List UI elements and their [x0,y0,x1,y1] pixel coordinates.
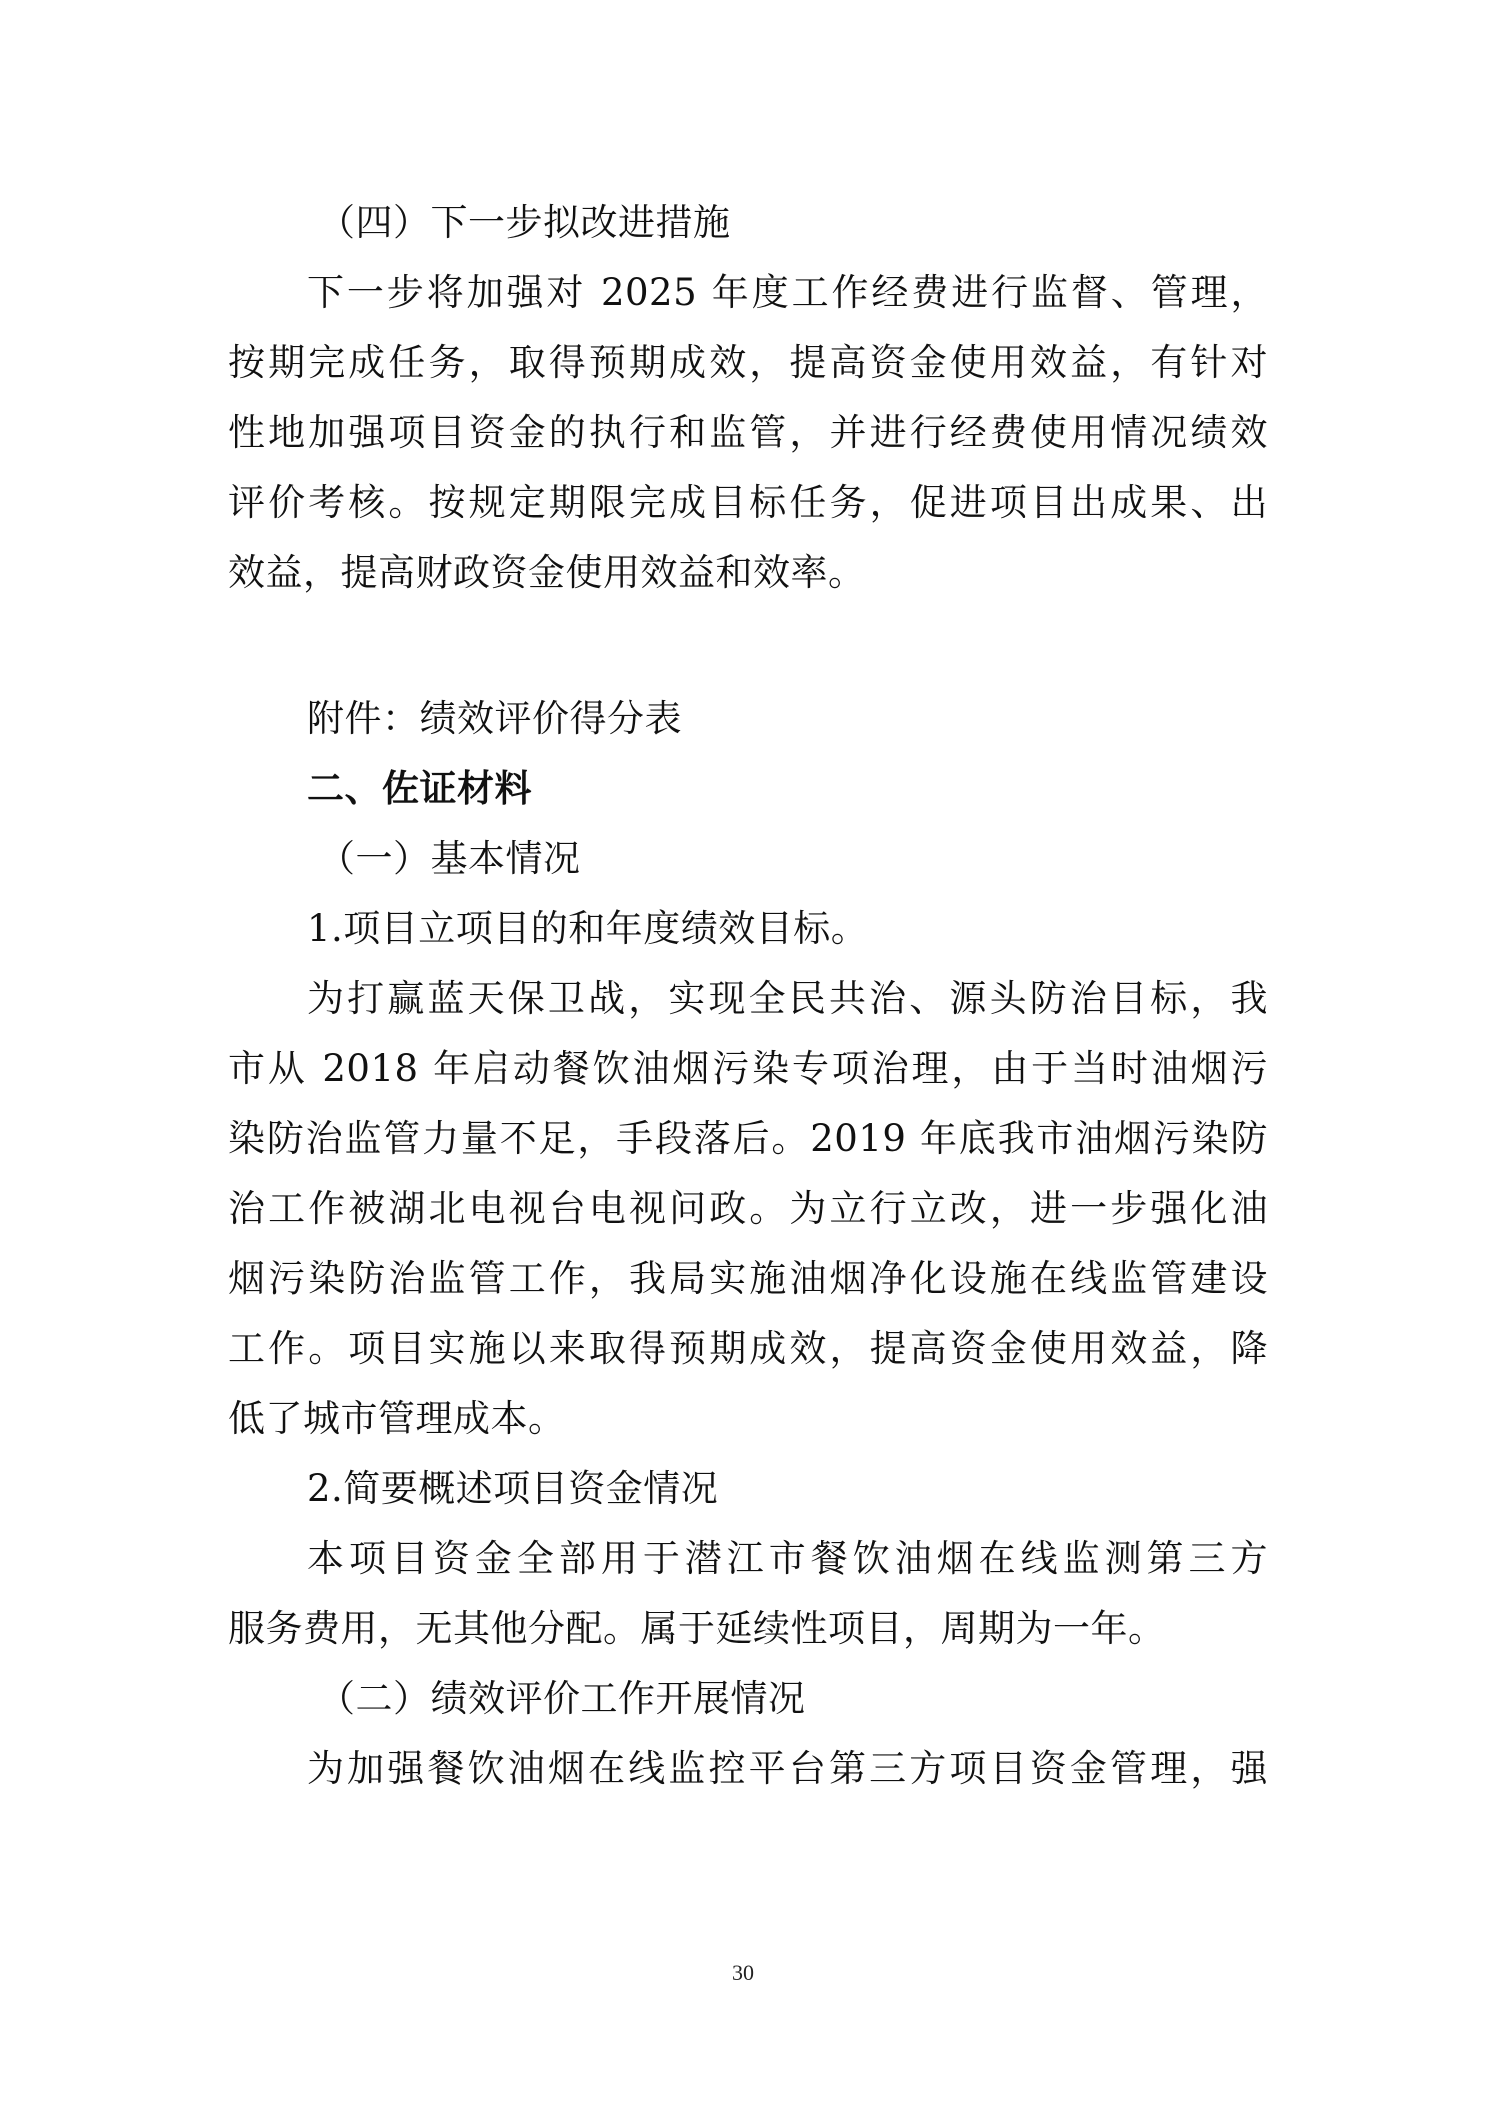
paragraph-line: 本项目资金全部用于潜江市餐饮油烟在线监测第三方 [307,1537,1268,1580]
paragraph-line: 治工作被湖北电视台电视问政。为立行立改，进一步强化油 [228,1187,1268,1230]
page-number: 30 [732,1960,754,1985]
paragraph-line: 市从 2018 年启动餐饮油烟污染专项治理，由于当时油烟污 [228,1047,1268,1090]
spacer [228,608,1268,684]
sub-heading-basic-info: （一）基本情况 [318,837,581,880]
paragraph-line: 烟污染防治监管工作，我局实施油烟净化设施在线监管建设 [228,1257,1268,1300]
attachment-note: 附件：绩效评价得分表 [307,697,682,740]
paragraph-line: 染防治监管力量不足，手段落后。2019 年底我市油烟污染防 [228,1117,1268,1160]
item-title-1: 1.项目立项目的和年度绩效目标。 [307,907,869,950]
section-heading-4: （四）下一步拟改进措施 [318,201,731,244]
paragraph-line: 为打赢蓝天保卫战，实现全民共治、源头防治目标，我 [307,977,1268,1020]
paragraph-line: 为加强餐饮油烟在线监控平台第三方项目资金管理，强 [307,1747,1268,1790]
paragraph-line: 按期完成任务，取得预期成效，提高资金使用效益，有针对 [228,341,1268,384]
paragraph-line: 评价考核。按规定期限完成目标任务，促进项目出成果、出 [228,481,1268,524]
item-title-2: 2.简要概述项目资金情况 [307,1467,719,1510]
document-body [228,188,1268,1804]
part-heading-2: 二、佐证材料 [307,767,532,810]
paragraph-line: 效益，提高财政资金使用效益和效率。 [228,551,866,594]
sub-heading-evaluation: （二）绩效评价工作开展情况 [318,1677,806,1720]
paragraph-line: 性地加强项目资金的执行和监管，并进行经费使用情况绩效 [228,411,1268,454]
paragraph-line: 低了城市管理成本。 [228,1397,566,1440]
paragraph-line: 工作。项目实施以来取得预期成效，提高资金使用效益，降 [228,1327,1268,1370]
paragraph-line: 下一步将加强对 2025 年度工作经费进行监督、管理， [307,271,1268,314]
paragraph-line: 服务费用，无其他分配。属于延续性项目，周期为一年。 [228,1607,1166,1650]
